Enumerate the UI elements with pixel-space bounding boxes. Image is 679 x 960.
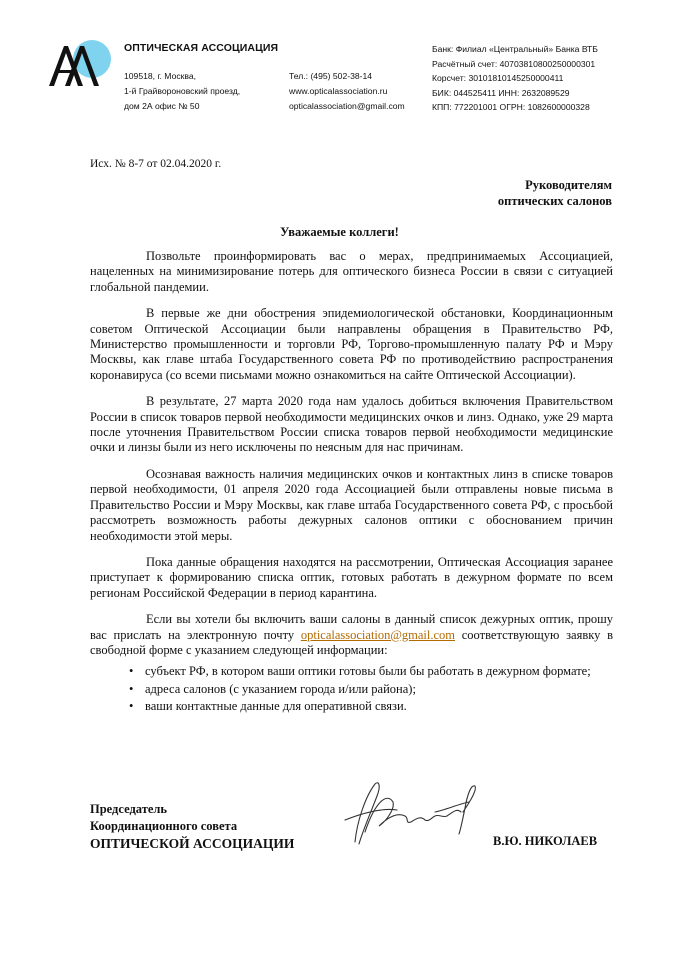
list-item-text: ваши контактные данные для оперативной связи.	[145, 699, 407, 714]
bank-line: КПП: 772201001 ОГРН: 1082600000328	[432, 102, 590, 113]
email-link[interactable]: opticalassociation@gmail.com	[300, 627, 456, 642]
bank-line: Расчётный счет: 40703810800250000301	[432, 58, 596, 69]
paragraph: Осознавая важность наличия медицинских очков и контактных линз в списке товаров первой необходимости, 01 апреля 2020 года Ассоциацией были отправлены новые письма в Правительство России и Мэру Москвы, как главе штаба Государственного совета РФ, с просьбой рассмотреть возможность работы дежурных салонов оптики с обоснованием причин необходимости этой меры.	[90, 466, 613, 543]
address-line: 109518, г. Москва,	[124, 71, 197, 81]
association-logo	[47, 40, 111, 88]
bank-line: Банк: Филиал «Центральный» Банка ВТБ	[432, 44, 598, 54]
org-name: ОПТИЧЕСКАЯ АССОЦИАЦИЯ	[124, 42, 279, 54]
signer-title-line: Координационного совета	[90, 819, 238, 833]
paragraph-text: Если вы хотели бы включить ваши салоны в данный список дежурных оптик, прошу вас прислать на электронную почту	[90, 612, 613, 642]
signer-name: В.Ю. НИКОЛАЕВ	[493, 834, 598, 848]
list-item	[129, 699, 613, 714]
salutation: Уважаемые коллеги!	[280, 225, 399, 239]
bullet-icon: •	[129, 681, 134, 696]
paragraph: Позвольте проинформировать вас о мерах, предпринимаемых Ассоциацией, нацеленных на минимизирование потерь для оптического бизнеса России в связи с ситуацией глобальной пандемии.	[90, 249, 613, 294]
handwritten-signature	[335, 772, 485, 852]
addressee-line: Руководителям	[525, 178, 612, 192]
signer-title-line: Председатель	[90, 802, 168, 816]
list-item-text: адреса салонов (с указанием города и/или района);	[145, 681, 416, 696]
addressee	[498, 177, 612, 209]
paragraph	[90, 612, 613, 658]
org-address	[124, 69, 240, 114]
bank-line: БИК: 044525411 ИНН: 2632089529	[432, 87, 570, 98]
email-link[interactable]: opticalassociation@gmail.com	[289, 101, 405, 111]
paragraph: В первые же дни обострения эпидемиологической обстановки, Координационным советом Оптической Ассоциации были направлены обращения в Правительство РФ, Министерство промышленности и торговли РФ, Торгово-промышленную палату РФ и Мэру Москвы, как главе штаба Государственного совета РФ по противодействию распространения коронавируса (со всеми письмами можно ознакомиться на сайте Оптической Ассоциации).	[90, 306, 613, 382]
org-contacts	[289, 69, 405, 114]
outgoing-reference: Исх. № 8-7 от 02.04.2020 г.	[90, 158, 222, 170]
letter-body	[90, 249, 613, 717]
phone: Тел.: (495) 502-38-14	[289, 71, 373, 81]
paragraph: Пока данные обращения находятся на рассмотрении, Оптическая Ассоциация заранее приступает к формированию списка оптик, готовых работать в дежурном формате по всем регионам Российской Федерации в период карантина.	[90, 554, 613, 600]
list-item-text: субъект РФ, в котором ваши оптики готовы были бы работать в дежурном формате;	[145, 664, 591, 679]
address-line: 1-й Грайвороновский проезд,	[124, 86, 241, 96]
list-item	[129, 682, 613, 697]
bullet-icon: •	[129, 699, 134, 714]
signer-title	[90, 801, 294, 852]
paragraph: В результате, 27 марта 2020 года нам удалось добиться включения Правительством России в список товаров первой необходимости медицинских очков и линз. Однако, уже 29 марта после уточнения Правительством России списка товаров первой необходимости медицинские очки и линзы были из него исключены по неясным для нас причинам.	[90, 394, 613, 455]
website-link[interactable]: www.opticalassociation.ru	[289, 86, 388, 96]
info-list	[90, 664, 613, 714]
paragraph-text: соответствующую заявку в свободной форме с указанием следующей информации:	[90, 627, 613, 657]
list-item	[129, 664, 613, 679]
addressee-line: оптических салонов	[497, 194, 612, 208]
bank-details	[432, 42, 598, 115]
bank-line: Корсчет: 30101810145250000411	[432, 73, 564, 84]
address-line: дом 2А офис № 50	[124, 101, 200, 111]
signer-title-line: ОПТИЧЕСКОЙ АССОЦИАЦИИ	[90, 836, 295, 851]
bullet-icon: •	[129, 664, 134, 679]
